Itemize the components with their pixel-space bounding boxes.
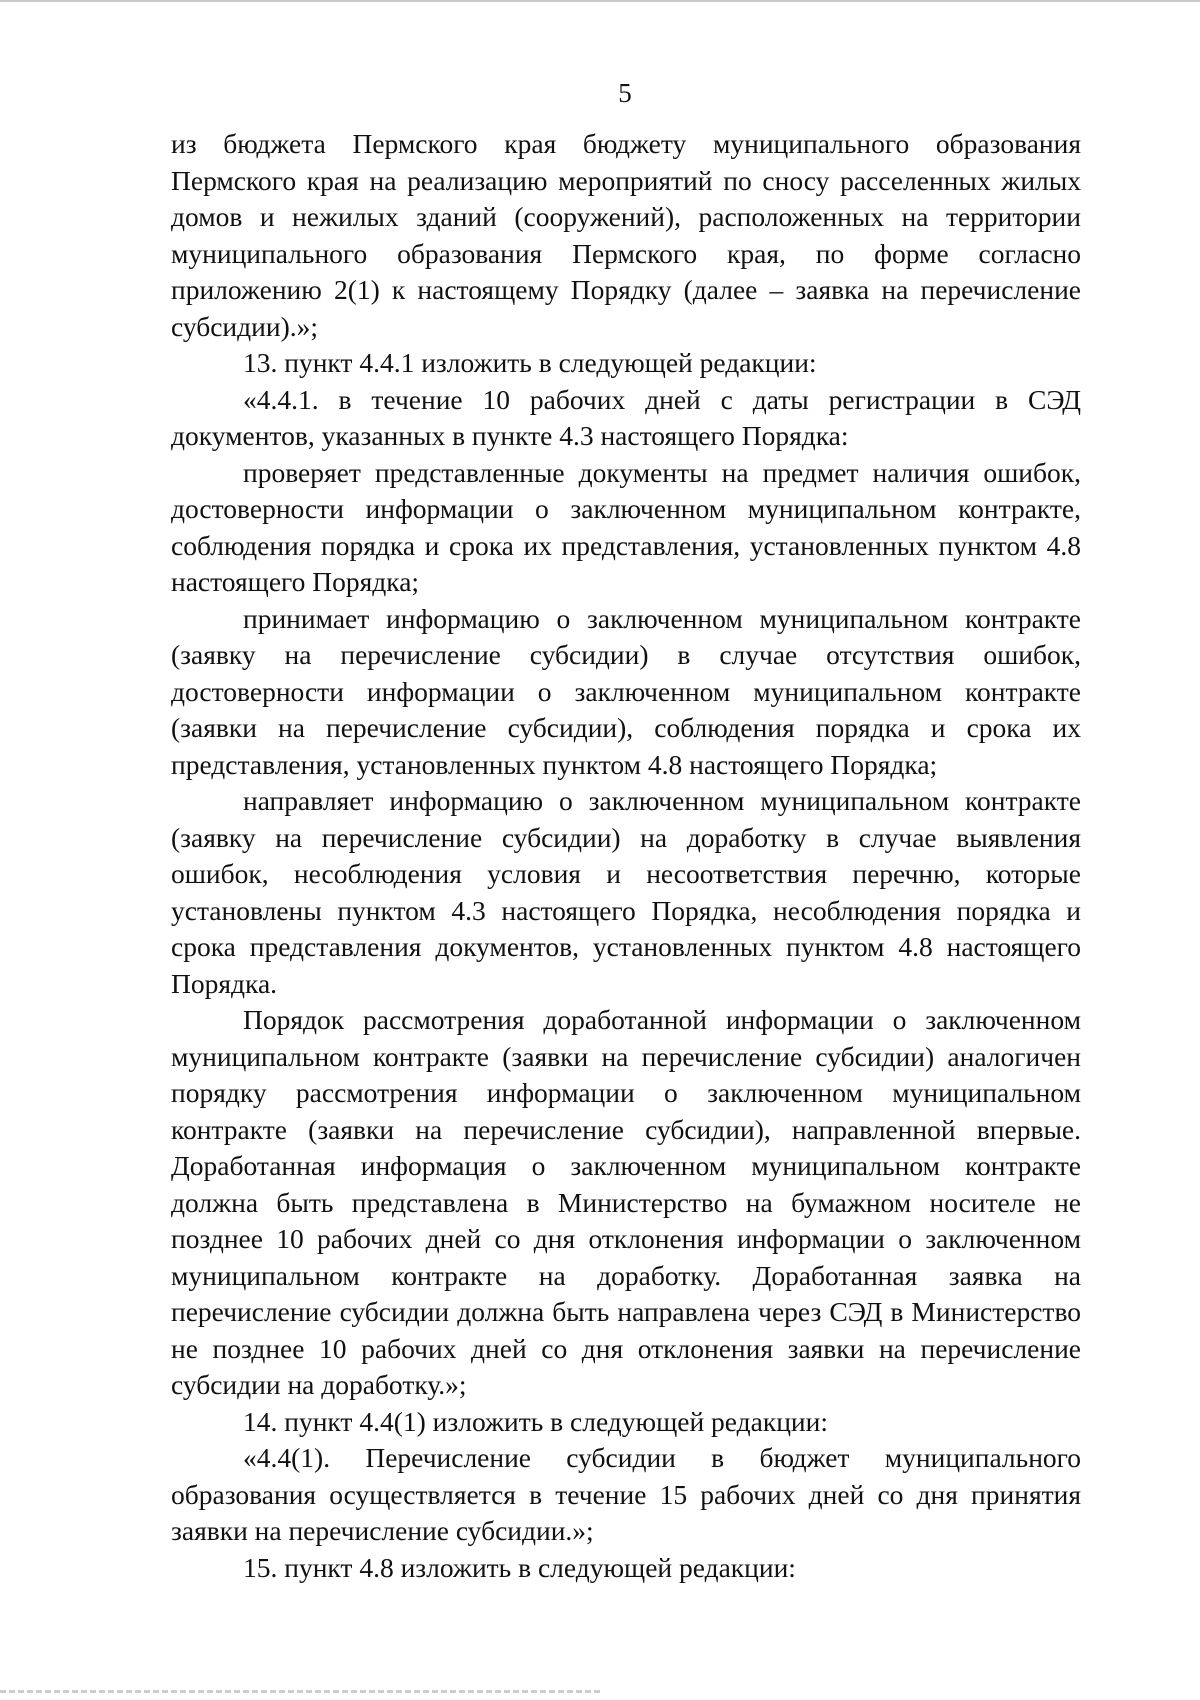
paragraph-clause-4-4-1: «4.4.1. в течение 10 рабочих дней с даты регистрации в СЭД документов, указанных в пункте 4.3 настоящего Порядка: (171, 383, 1081, 451)
scan-bottom-edge (0, 1690, 600, 1693)
paragraph-item-13: 13. пункт 4.4.1 изложить в следующей редакции: (243, 347, 817, 378)
scan-top-edge (0, 0, 1200, 2)
paragraph-continuation: из бюджета Пермского края бюджету муниципального образования Пермского края на реализацию мероприятий по сносу расселенных жилых домов и нежилых зданий (сооружений), расположенных на территории муниципального образования Пермского края, по форме согласно приложению 2(1) к настоящему Порядку (далее – заявка на перечисление субсидии).»; (171, 128, 1081, 342)
paragraph-returns-for-revision: направляет информацию о заключенном муниципальном контракте (заявку на перечисление субсидии) на доработку в случае выявления ошибок, несоблюдения условия и несоответствия перечню, которые установлены пунктом 4.3 настоящего Порядка, несоблюдения порядка и срока представления документов, установленных пунктом 4.8 настоящего Порядка. (171, 785, 1081, 999)
paragraph-accepts-information: принимает информацию о заключенном муниципальном контракте (заявку на перечисление субсидии) в случае отсутствия ошибок, достоверности информации о заключенном муниципальном контракте (заявки на перечисление субсидии), соблюдения порядка и срока их представления, установленных пунктом 4.8 настоящего Порядка; (171, 602, 1081, 780)
page-number: 5 (618, 78, 632, 108)
paragraph-checks-documents: проверяет представленные документы на предмет наличия ошибок, достоверности информации о заключенном муниципальном контракте, соблюдения порядка и срока их представления, установленных пунктом 4.8 настоящего Порядка; (171, 456, 1081, 597)
document-body (171, 126, 1081, 1586)
paragraph-clause-4-4-1-transfer: «4.4(1). Перечисление субсидии в бюджет муниципального образования осуществляется в течение 15 рабочих дней со дня принятия заявки на перечисление субсидии.»; (171, 1442, 1081, 1546)
paragraph-review-procedure: Порядок рассмотрения доработанной информации о заключенном муниципальном контракте (заявки на перечисление субсидии) аналогичен порядку рассмотрения информации о заключенном муниципальном контракте (заявки на перечисление субсидии), направленной впервые. Доработанная информация о заключенном муниципальном контракте должна быть представлена в Министерство на бумажном носителе не позднее 10 рабочих дней со дня отклонения информации о заключенном муниципальном контракте на доработку. Доработанная заявка на перечисление субсидии должна быть направлена через СЭД в Министерство не позднее 10 рабочих дней со дня отклонения заявки на перечисление субсидии на доработку.»; (171, 1004, 1081, 1400)
paragraph-item-15: 15. пункт 4.8 изложить в следующей редакции: (243, 1551, 796, 1583)
paragraph-item-14: 14. пункт 4.4(1) изложить в следующей редакции: (243, 1405, 828, 1437)
